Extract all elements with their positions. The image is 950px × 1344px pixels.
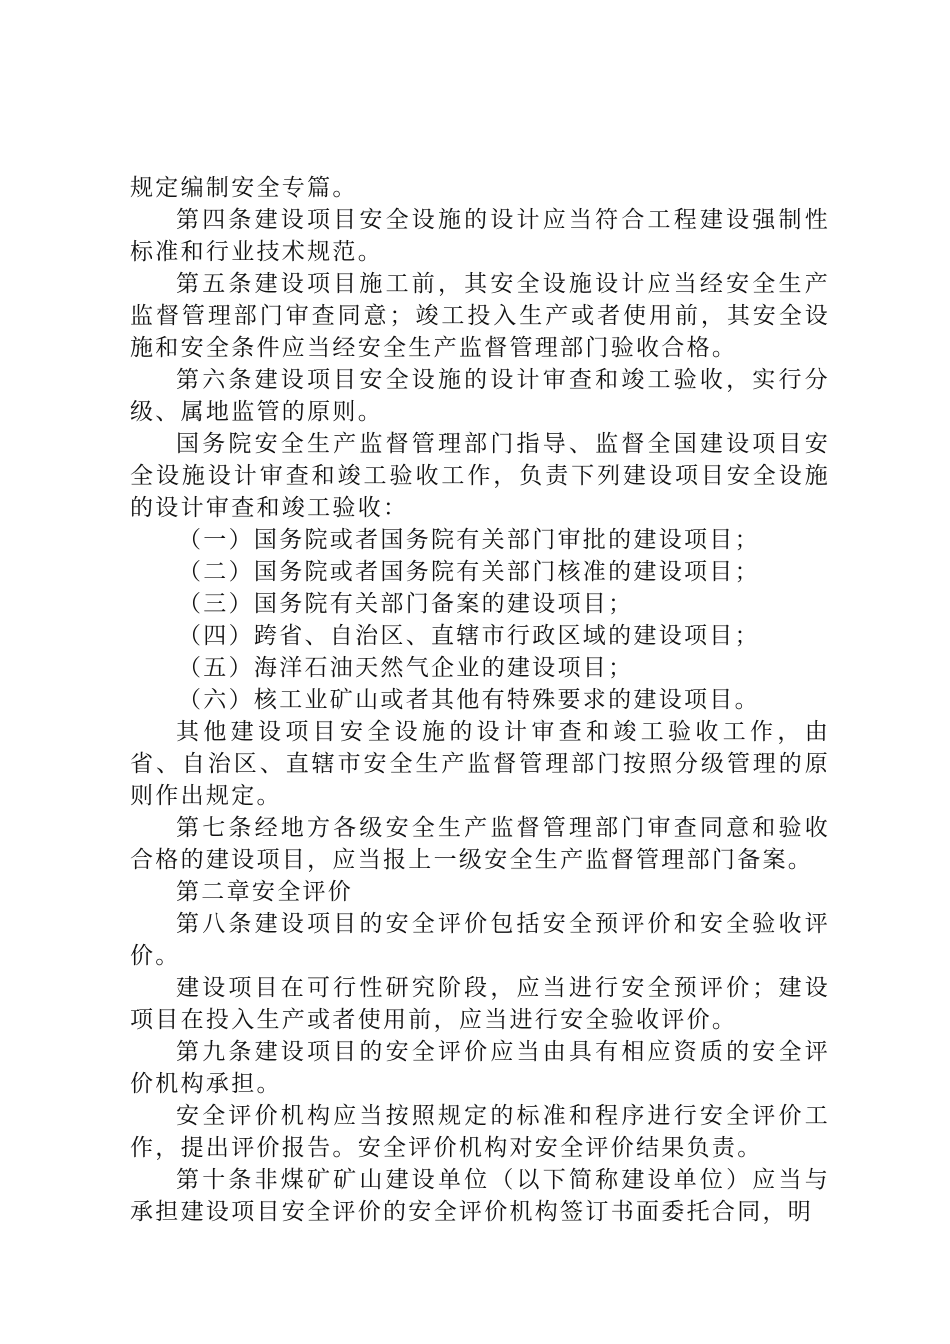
pre-evaluation-paragraph: 建设项目在可行性研究阶段，应当进行安全预评价；建设项目在投入生产或者使用前，应当进行安全验收评价。 [130,975,830,1033]
list-item-4: （四）跨省、自治区、直辖市行政区域的建设项目； [178,623,760,649]
article-5-paragraph: 第五条建设项目施工前，其安全设施设计应当经安全生产监督管理部门审查同意；竣工投入生产或者使用前，其安全设施和安全条件应当经安全生产监督管理部门验收合格。 [130,271,830,361]
evaluation-agency-paragraph: 安全评价机构应当按照规定的标准和程序进行安全评价工作，提出评价报告。安全评价机构对安全评价结果负责。 [130,1103,830,1161]
article-9-paragraph: 第九条建设项目的安全评价应当由具有相应资质的安全评价机构承担。 [130,1039,830,1097]
article-7-paragraph: 第七条经地方各级安全生产监督管理部门审查同意和验收合格的建设项目，应当报上一级安全生产监督管理部门备案。 [130,815,830,873]
article-4-paragraph: 第四条建设项目安全设施的设计应当符合工程建设强制性标准和行业技术规范。 [130,207,830,265]
list-item-5: （五）海洋石油天然气企业的建设项目； [178,655,634,681]
article-8-paragraph: 第八条建设项目的安全评价包括安全预评价和安全验收评价。 [130,911,830,969]
other-projects-paragraph: 其他建设项目安全设施的设计审查和竣工验收工作，由省、自治区、直辖市安全生产监督管理部门按照分级管理的原则作出规定。 [130,719,830,809]
article-10-paragraph: 第十条非煤矿矿山建设单位（以下简称建设单位）应当与承担建设项目安全评价的安全评价机构签订书面委托合同，明 [130,1167,830,1225]
document-body [130,172,830,1228]
list-item-3: （三）国务院有关部门备案的建设项目； [178,591,634,617]
article-6-paragraph: 第六条建设项目安全设施的设计审查和竣工验收，实行分级、属地监管的原则。 [130,367,830,425]
chapter-2-heading: 第二章安全评价 [176,879,354,905]
state-council-scope-paragraph: 国务院安全生产监督管理部门指导、监督全国建设项目安全设施设计审查和竣工验收工作，负责下列建设项目安全设施的设计审查和竣工验收： [130,431,830,521]
list-item-1: （一）国务院或者国务院有关部门审批的建设项目； [178,527,760,553]
list-item-6: （六）核工业矿山或者其他有特殊要求的建设项目。 [178,687,760,713]
paragraph-continuation: 规定编制安全专篇。 [130,175,358,201]
list-item-2: （二）国务院或者国务院有关部门核准的建设项目； [178,559,760,585]
